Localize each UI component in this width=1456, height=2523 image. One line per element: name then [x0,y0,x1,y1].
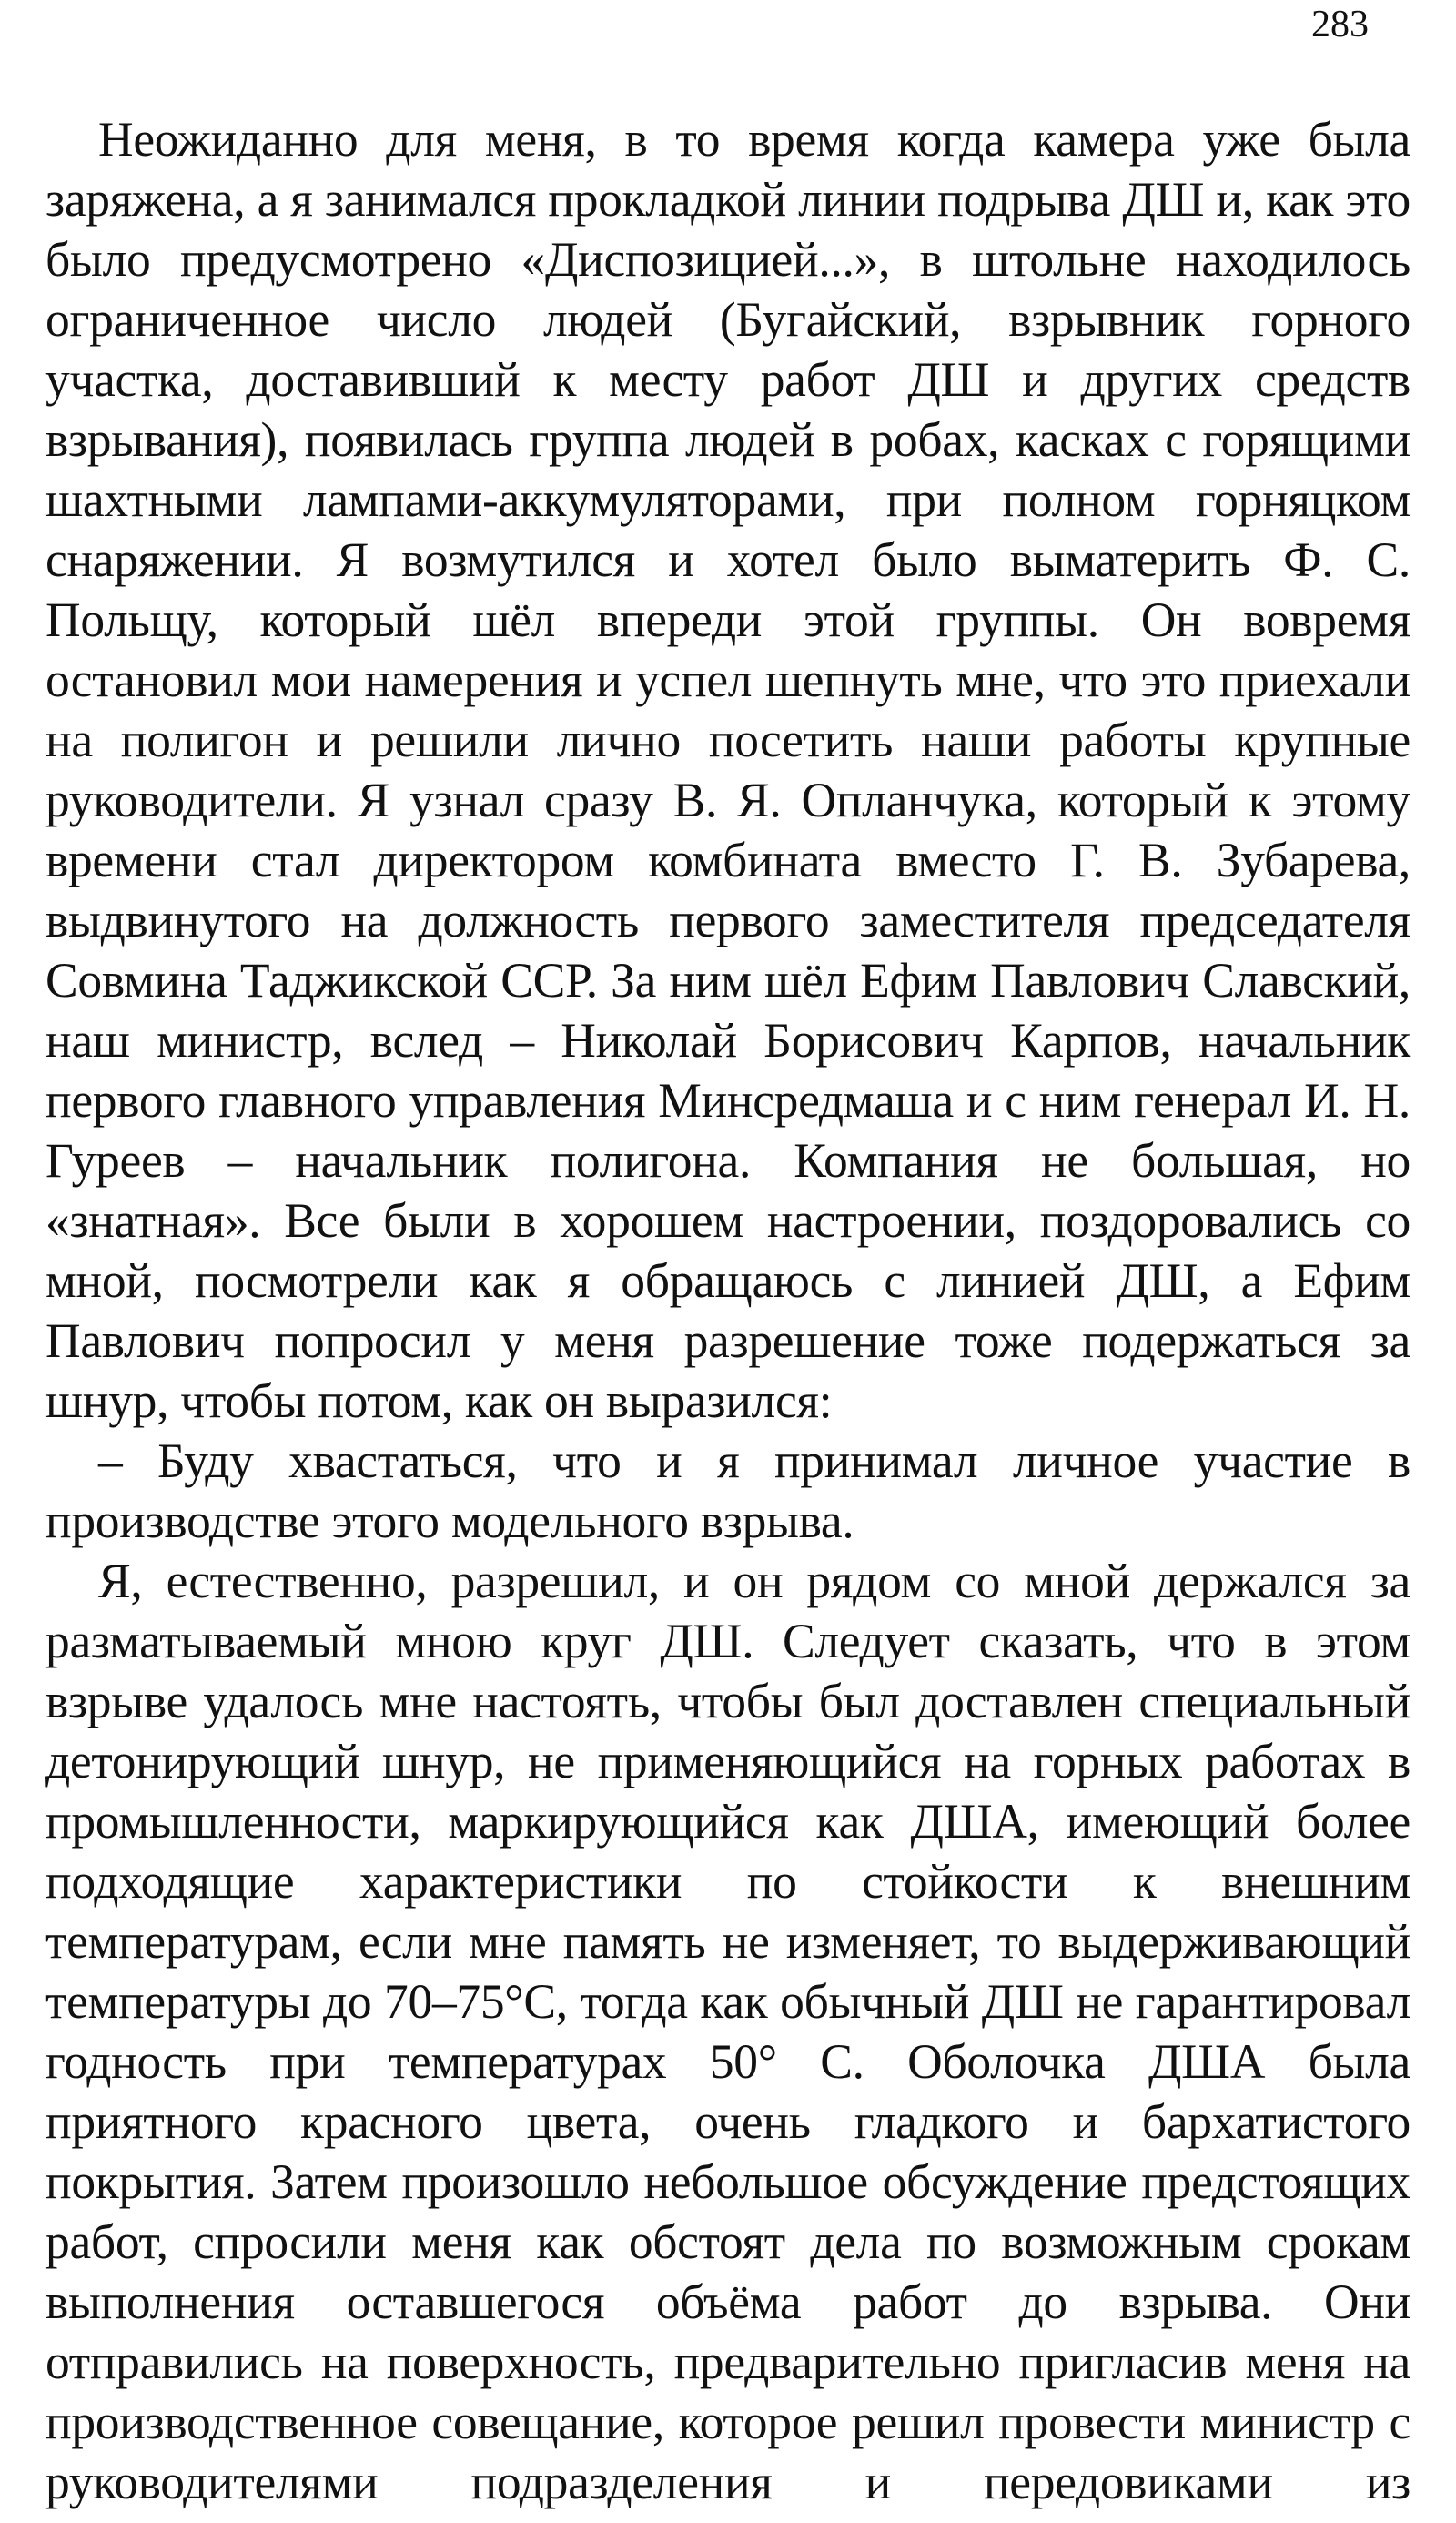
paragraph: – Буду хвастаться, что и я принимал личное участие в производстве этого модельного взрыва. [46,1434,1410,1548]
paragraph: Я, естественно, разрешил, и он рядом со мной держался за разматываемый мною круг ДШ. Следует сказать, что в этом взрыве удалось мне настоять, чтобы был доставлен специальный детонирующий шнур, не применяющийся на горных работах в промышленности, маркирующийся как ДША, имеющий более подходящие характеристики по стойкости к внешним температурам, если мне память не изменяет, то выдерживающий температуры до 70–75°С, тогда как обычный ДШ не гарантировал годность при температурах 50° С. Оболочка ДША была приятного красного цвета, очень гладкого и бархатистого покрытия. Затем произошло небольшое обсуждение предстоящих работ, спросили меня как обстоят дела по возможным срокам выполнения оставшегося объёма работ до взрыва. Они отправились на поверхность, предварительно пригласив меня на производственное совещание, которое решил провести министр с руководителями подразделения и передовиками из [46,1554,1410,2509]
page-number: 283 [1311,4,1369,46]
body-text [46,109,1410,2512]
paragraph: Неожиданно для меня, в то время когда камера уже была заряжена, а я занимался прокладкой линии подрыва ДШ и, как это было предусмотрено «Диспозицией...», в штольне находилось ограниченное число людей (Бугайский, взрывник горного участка, доставивший к месту работ ДШ и других средств взрывания), появилась группа людей в робах, касках с горящими шахтными лампами-аккумуляторами, при полном горняцком снаряжении. Я возмутился и хотел было выматерить Ф. С. Польщу, который шёл впереди этой группы. Он вовремя остановил мои намерения и успел шепнуть мне, что это приехали на полигон и решили лично посетить наши работы крупные руководители. Я узнал сразу В. Я. Опланчука, который к этому времени стал директором комбината вместо Г. В. Зубарева, выдвинутого на должность первого заместителя председателя Совмина Таджикской ССР. За ним шёл Ефим Павлович Славский, наш министр, вслед – Николай Борисович Карпов, начальник первого главного управления Минсредмаша и с ним генерал И. Н. Гуреев – начальник полигона. Компания не большая, но «знатная». Все были в хорошем настроении, поздоровались со мной, посмотрели как я обращаюсь с линией ДШ, а Ефим Павлович попросил у меня разрешение тоже подержаться за шнур, чтобы потом, как он выразился: [46,112,1410,1428]
